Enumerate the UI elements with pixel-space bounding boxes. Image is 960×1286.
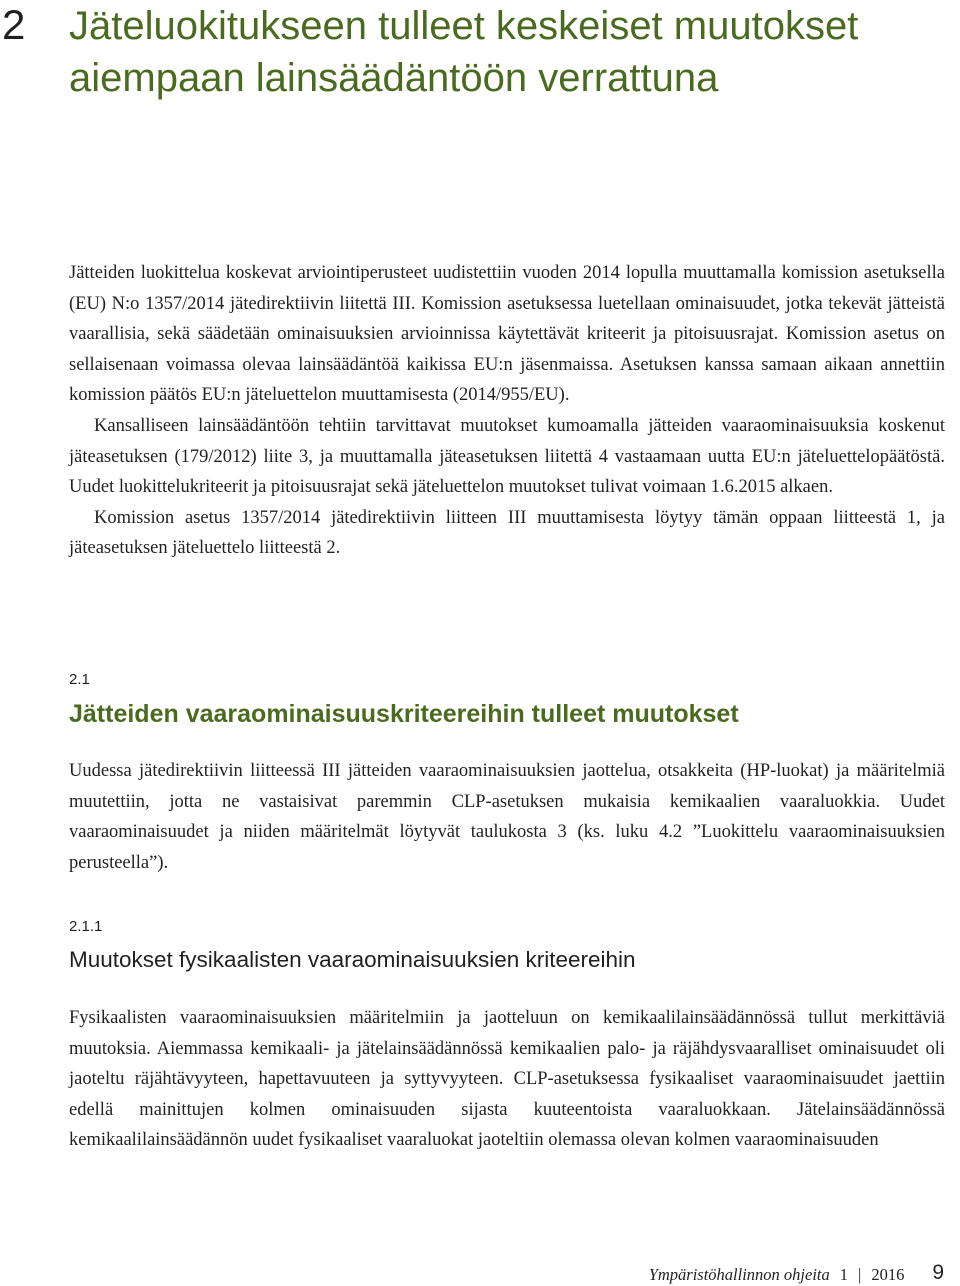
intro-paragraph-1: Jätteiden luokittelua koskevat arviointiperusteet uudistettiin vuoden 2014 lopulla muuttamalla komission asetuksella (EU) N:o 1357/2014 jätedirektiivin liitettä III. Komission asetuksessa luetellaan ominaisuudet, jotka tekevät jätteistä vaarallisia, sekä säädetään ominaisuuksien arvioinnissa käytettävät kriteerit ja pitoisuusrajat. Komission asetus on sellaisenaan voimassa olevaa lainsäädäntöä kaikissa EU:n jäsenmaissa. Asetuksen kanssa samaan aikaan annettiin komission päätös EU:n jäteluettelon muuttamisesta (2014/955/EU). xyxy=(69,263,945,406)
page-number: 9 xyxy=(932,1261,944,1284)
subsection-number: 2.1.1 xyxy=(69,918,103,935)
subsection-title: Muutokset fysikaalisten vaaraominaisuuksien kriteereihin xyxy=(69,947,636,972)
section-text xyxy=(69,756,945,878)
intro-paragraph-3: Komission asetus 1357/2014 jätedirektiivin liitteen III muuttamisesta löytyy tämän oppaan liitteestä 1, ja jäteasetuksen jäteluettelo liitteestä 2. xyxy=(69,507,945,559)
footer-publication: Ympäristöhallinnon ohjeita xyxy=(648,1265,830,1284)
intro-text xyxy=(69,258,945,564)
intro-paragraph-2: Kansalliseen lainsäädäntöön tehtiin tarvittavat muutokset kumoamalla jätteiden vaaraominaisuuksia koskenut jäteasetuksen (179/2012) liite 3, ja muuttamalla jäteasetuksen liitettä 4 vastaamaan uutta EU:n jäteluettelopäätöstä. Uudet luokittelukriteerit ja pitoisuusrajat sekä jäteluettelon muutokset tulivat voimaan 1.6.2015 alkaen. xyxy=(69,415,945,498)
section-number: 2.1 xyxy=(69,671,90,688)
footer-issue: 1 xyxy=(839,1265,848,1284)
chapter-number: 2 xyxy=(2,1,26,48)
section-title: Jätteiden vaaraominaisuuskriteereihin tulleet muutokset xyxy=(69,700,739,728)
subsection-text xyxy=(69,1003,945,1156)
subsection-paragraph: Fysikaalisten vaaraominaisuuksien määritelmiin ja jaotteluun on kemikaalilainsäädännössä tullut merkittäviä muutoksia. Aiemmassa kemikaali- ja jätelainsäädännössä kemikaalien palo- ja räjähdysvaaralliset ominaisuudet oli jaoteltu räjähtävyyteen, hapettavuuteen ja syttyvyyteen. CLP-asetuksessa fysikaaliset vaaraominaisuudet jaettiin edellä mainittujen kolmen ominaisuuden sijasta kuuteentoista vaaraluokkaan. Jätelainsäädännössä kemikaalilainsäädännön uudet fysikaaliset vaaraluokat jaoteltiin olemassa olevan kolmen vaaraominaisuuden xyxy=(69,1008,945,1151)
footer-year: 2016 xyxy=(871,1265,905,1284)
section-paragraph: Uudessa jätedirektiivin liitteessä III jätteiden vaaraominaisuuksien jaottelua, otsakkeita (HP-luokat) ja määritelmiä muutettiin, jotta ne vastaisivat paremmin CLP-asetuksen mukaisia kemikaalien vaaraluokkia. Uudet vaaraominaisuudet ja niiden määritelmät löytyvät taulukosta 3 (ks. luku 4.2 ”Luokittelu vaaraominaisuuksien perusteella”). xyxy=(69,761,945,873)
chapter-title: Jäteluokitukseen tulleet keskeiset muutokset aiempaan lainsäädäntöön verrattuna xyxy=(69,4,859,100)
footer-separator: | xyxy=(858,1265,862,1284)
page-footer xyxy=(649,1256,944,1286)
